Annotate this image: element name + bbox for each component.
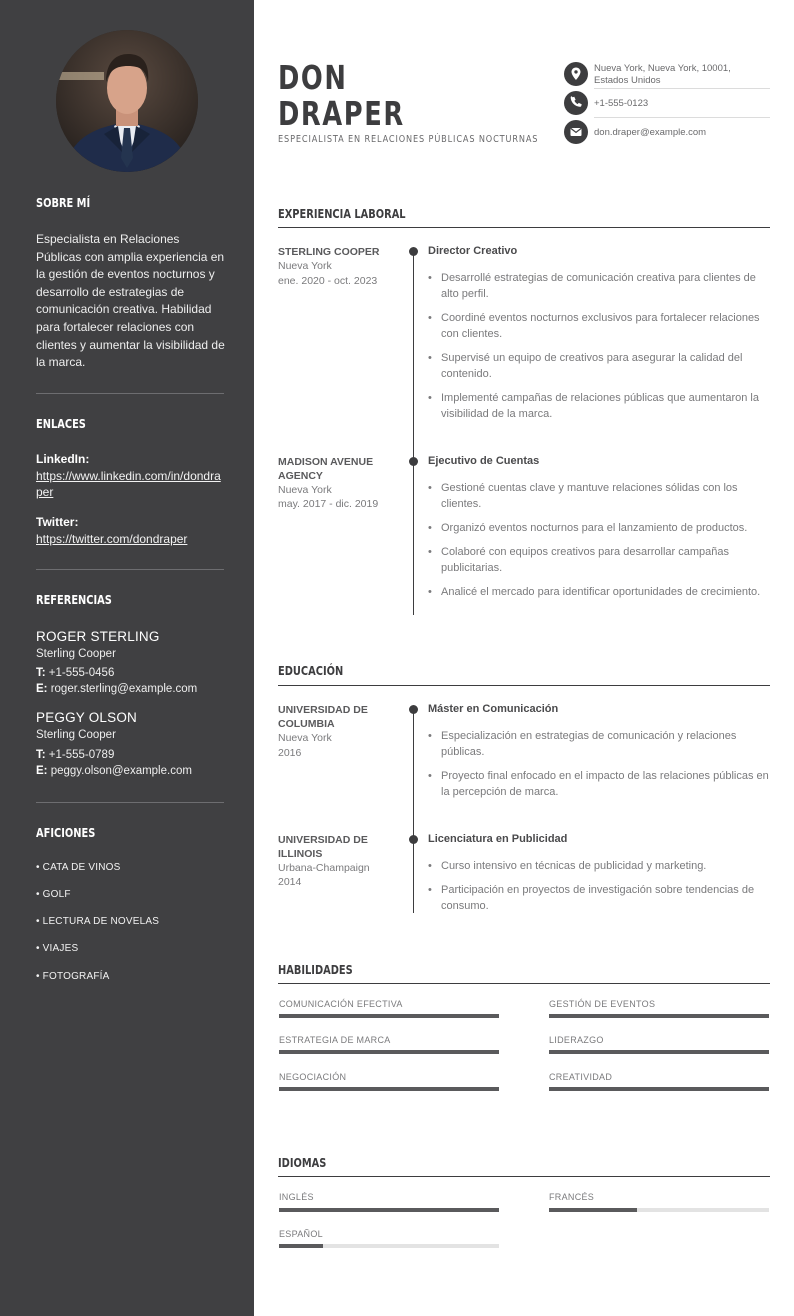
experience-heading: EXPERIENCIA LABORAL	[278, 207, 406, 221]
timeline-dot	[409, 705, 418, 714]
skill-bar	[279, 1087, 499, 1091]
contact-divider	[594, 117, 770, 118]
skill-bar	[549, 1087, 769, 1091]
language-bar	[279, 1208, 499, 1212]
contact-email[interactable]: don.draper@example.com	[594, 127, 707, 138]
reference-email: E: peggy.olson@example.com	[36, 765, 192, 777]
skill-bar-fill	[279, 1014, 499, 1018]
hobby-item: • LECTURA DE NOVELAS	[36, 916, 160, 927]
section-rule	[278, 983, 770, 984]
experience-bullet: • Colaboré con equipos creativos para desarrollar campañas publicitarias.	[428, 544, 770, 576]
experience-timeline	[413, 252, 414, 615]
experience-bullet: • Coordiné eventos nocturnos exclusivos para fortalecer relaciones con clientes.	[428, 310, 770, 342]
experience-dates: ene. 2020 - oct. 2023	[278, 275, 378, 287]
experience-bullet: • Desarrollé estrategias de comunicación creativa para clientes de alto perfil.	[428, 270, 770, 302]
skill-label: NEGOCIACIÓN	[279, 1072, 347, 1082]
education-bullet: • Participación en proyectos de investigación sobre tendencias de consumo.	[428, 882, 770, 914]
education-school: UNIVERSIDAD DE ILLINOIS	[278, 834, 368, 860]
skill-label: GESTIÓN DE EVENTOS	[549, 999, 656, 1009]
language-label: INGLÉS	[279, 1192, 314, 1202]
experience-company: MADISON AVENUE AGENCY	[278, 456, 374, 482]
timeline-dot	[409, 247, 418, 256]
experience-bullet: • Organizó eventos nocturnos para el lanzamiento de productos.	[428, 520, 770, 536]
skills-heading: HABILIDADES	[278, 963, 353, 977]
language-bar-fill	[279, 1208, 499, 1212]
experience-bullet: • Supervisé un equipo de creativos para asegurar la calidad del contenido.	[428, 350, 770, 382]
experience-role: Director Creativo	[428, 245, 518, 257]
timeline-dot	[409, 835, 418, 844]
skill-bar	[549, 1050, 769, 1054]
references-heading: REFERENCIAS	[36, 593, 112, 607]
hobby-item: • CATA DE VINOS	[36, 862, 121, 873]
education-bullet: • Proyecto final enfocado en el impacto de las relaciones públicas en la percepción de marca.	[428, 768, 770, 800]
skill-bar-fill	[279, 1050, 499, 1054]
skill-label: LIDERAZGO	[549, 1035, 604, 1045]
twitter-link[interactable]: https://twitter.com/dondraper	[36, 532, 188, 546]
education-location: Nueva York	[278, 732, 332, 744]
education-degree: Máster en Comunicación	[428, 703, 559, 715]
reference-name: ROGER STERLING	[36, 629, 160, 644]
skill-label: COMUNICACIÓN EFECTIVA	[279, 999, 403, 1009]
linkedin-label: LinkedIn:	[36, 452, 90, 466]
education-degree: Licenciatura en Publicidad	[428, 833, 568, 845]
skill-bar	[279, 1014, 499, 1018]
section-rule	[278, 227, 770, 228]
reference-name: PEGGY OLSON	[36, 710, 137, 725]
contact-address: Nueva York, Nueva York, 10001, Estados Unidos	[594, 63, 731, 86]
contact-divider	[594, 88, 770, 89]
timeline-dot	[409, 457, 418, 466]
about-heading: SOBRE MÍ	[36, 196, 91, 210]
experience-company: STERLING COOPER	[278, 246, 380, 258]
sidebar-divider	[36, 802, 224, 803]
about-text: Especialista en Relaciones Públicas con amplia experiencia en la gestión de eventos nocturnos y desarrollo de estrategias de comunicación creativa. Habilidad para fortalecer relaciones con clientes y aumentar la visibilidad de la marca.	[36, 232, 225, 370]
skill-label: ESTRATEGIA DE MARCA	[279, 1035, 391, 1045]
last-name: DRAPER	[278, 94, 405, 133]
section-rule	[278, 1176, 770, 1177]
phone-icon	[564, 91, 588, 115]
language-label: ESPAÑOL	[279, 1229, 323, 1239]
hobby-item: • FOTOGRAFÍA	[36, 971, 110, 982]
experience-bullet: • Analicé el mercado para identificar oportunidades de crecimiento.	[428, 584, 770, 600]
skill-label: CREATIVIDAD	[549, 1072, 613, 1082]
reference-phone: T: +1-555-0789	[36, 749, 115, 761]
sidebar	[0, 0, 254, 1316]
skill-bar-fill	[549, 1050, 769, 1054]
twitter-label: Twitter:	[36, 515, 79, 529]
reference-company: Sterling Cooper	[36, 648, 116, 660]
mail-icon	[564, 120, 588, 144]
linkedin-link[interactable]: https://www.linkedin.com/in/dondraper	[36, 469, 221, 499]
education-school: UNIVERSIDAD DE COLUMBIA	[278, 704, 368, 730]
experience-location: Nueva York	[278, 484, 332, 496]
skill-bar-fill	[279, 1087, 499, 1091]
education-location: Urbana-Champaign	[278, 862, 370, 874]
profile-photo	[56, 30, 198, 172]
first-name: DON	[278, 58, 348, 97]
skill-bar-fill	[549, 1087, 769, 1091]
sidebar-divider	[36, 569, 224, 570]
languages-heading: IDIOMAS	[278, 1156, 327, 1170]
experience-location: Nueva York	[278, 260, 332, 272]
education-year: 2016	[278, 747, 302, 759]
language-bar-fill	[279, 1244, 323, 1248]
sidebar-divider	[36, 393, 224, 394]
education-bullet: • Curso intensivo en técnicas de publicidad y marketing.	[428, 858, 770, 874]
education-bullet: • Especialización en estrategias de comunicación y relaciones públicas.	[428, 728, 770, 760]
language-bar	[279, 1244, 499, 1248]
experience-bullet: • Implementé campañas de relaciones públicas que aumentaron la visibilidad de la marca.	[428, 390, 770, 422]
experience-role: Ejecutivo de Cuentas	[428, 455, 540, 467]
skill-bar	[279, 1050, 499, 1054]
contact-phone: +1-555-0123	[594, 98, 649, 109]
education-year: 2014	[278, 876, 302, 888]
portrait-image	[56, 30, 198, 172]
hobby-item: • GOLF	[36, 889, 71, 900]
language-bar-fill	[549, 1208, 637, 1212]
reference-company: Sterling Cooper	[36, 729, 116, 741]
reference-email: E: roger.sterling@example.com	[36, 683, 198, 695]
experience-bullet: • Gestioné cuentas clave y mantuve relaciones sólidas con los clientes.	[428, 480, 770, 512]
skill-bar	[549, 1014, 769, 1018]
skill-bar-fill	[549, 1014, 769, 1018]
hobby-item: • VIAJES	[36, 943, 79, 954]
education-heading: EDUCACIÓN	[278, 664, 344, 678]
experience-dates: may. 2017 - dic. 2019	[278, 498, 379, 510]
job-title: ESPECIALISTA EN RELACIONES PÚBLICAS NOCTURNAS	[278, 134, 539, 145]
language-label: FRANCÉS	[549, 1192, 595, 1202]
section-rule	[278, 685, 770, 686]
reference-phone: T: +1-555-0456	[36, 667, 115, 679]
links-heading: ENLACES	[36, 417, 86, 431]
education-timeline	[413, 710, 414, 913]
language-bar	[549, 1208, 769, 1212]
location-pin-icon	[564, 62, 588, 86]
hobbies-heading: AFICIONES	[36, 826, 96, 840]
